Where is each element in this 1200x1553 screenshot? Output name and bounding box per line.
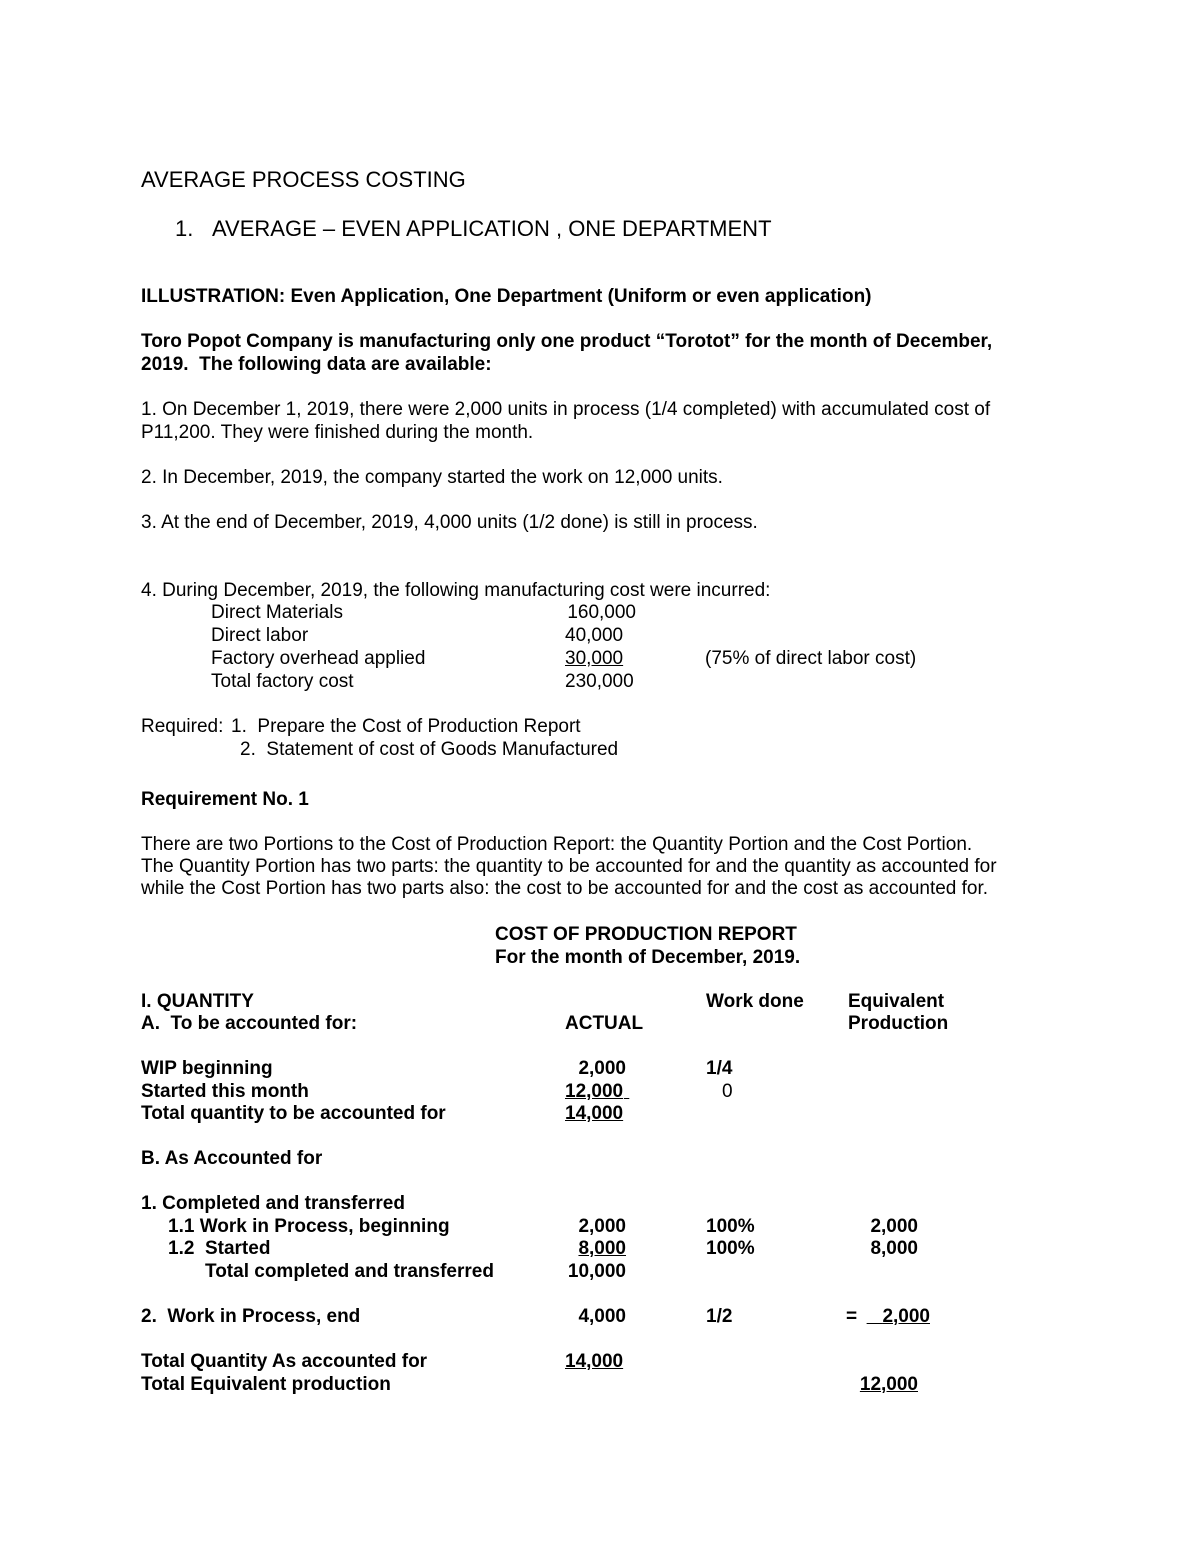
row-actual: 8,000 (578, 1238, 626, 1259)
subsection-to-be-accounted: A. To be accounted for: (141, 1013, 358, 1034)
cost-value: 40,000 (565, 625, 624, 646)
col-production: Production (848, 1013, 949, 1034)
row-equivalent (866, 1306, 930, 1328)
col-actual: ACTUAL (565, 1013, 644, 1034)
report-title: COST OF PRODUCTION REPORT (495, 924, 797, 945)
section-quantity: I. QUANTITY (141, 991, 254, 1012)
row-equivalent-value: 2,000 (882, 1306, 930, 1327)
row-actual: 2,000 (578, 1058, 626, 1079)
cost-label: Total factory cost (211, 671, 354, 692)
row-actual: 14,000 (565, 1351, 624, 1372)
row-label: 1.2 Started (168, 1238, 271, 1259)
cost-value: 160,000 (567, 602, 636, 623)
cost-label: Direct labor (211, 625, 309, 646)
row-work-done: 100% (706, 1216, 755, 1237)
row-label: Total quantity to be accounted for (141, 1103, 446, 1124)
row-label: Total completed and transferred (205, 1261, 494, 1282)
page-heading: AVERAGE PROCESS COSTING (141, 167, 466, 192)
paragraph-line-1: There are two Portions to the Cost of Production Report: the Quantity Portion and the Cost Portion. (141, 834, 973, 855)
paragraph-line-3: while the Cost Portion has two parts also: the cost to be accounted for and the cost as accounted for. (141, 878, 989, 899)
row-label: Total Equivalent production (141, 1374, 391, 1395)
required-item-2: 2. Statement of cost of Goods Manufactured (240, 739, 619, 760)
paragraph-line-2: The Quantity Portion has two parts: the quantity to be accounted for and the quantity as accounted for (141, 856, 997, 877)
row-label: Started this month (141, 1081, 309, 1102)
row-equivalent: 12,000 (859, 1374, 918, 1395)
cost-value: 30,000 (565, 648, 624, 669)
report-period: For the month of December, 2019. (495, 947, 801, 968)
item-1-line-1: 1. On December 1, 2019, there were 2,000 units in process (1/4 completed) with accumulated cost of (141, 399, 991, 420)
row-actual: 10,000 (567, 1261, 626, 1282)
row-actual: 14,000 (565, 1103, 624, 1124)
requirement-heading: Requirement No. 1 (141, 789, 309, 810)
row-work-done: 1/2 (706, 1306, 733, 1327)
item-1-line-2: P11,200. They were finished during the month. (141, 422, 534, 443)
intro-line-1: Toro Popot Company is manufacturing only one product “Torotot” for the month of December, (141, 331, 993, 352)
row-work-done: 100% (706, 1238, 755, 1259)
required-item-1: 1. Prepare the Cost of Production Report (231, 716, 581, 737)
row-actual: 4,000 (578, 1306, 626, 1327)
cost-value: 230,000 (565, 671, 634, 692)
row-label: WIP beginning (141, 1058, 273, 1079)
cost-label: Direct Materials (211, 602, 343, 623)
row-label: 1.1 Work in Process, beginning (168, 1216, 450, 1237)
row-equivalent: 8,000 (870, 1238, 918, 1259)
required-label: Required: (141, 716, 224, 737)
item-2: 2. In December, 2019, the company started the work on 12,000 units. (141, 467, 723, 488)
row-work-done: 0 (722, 1081, 733, 1102)
row-label: Total Quantity As accounted for (141, 1351, 428, 1372)
illustration-line: ILLUSTRATION: Even Application, One Department (Uniform or even application) (141, 286, 872, 307)
subheading: AVERAGE – EVEN APPLICATION , ONE DEPARTMENT (212, 216, 772, 241)
underline-spacer (867, 1306, 883, 1327)
row-actual: 12,000 (565, 1081, 624, 1102)
item-3: 3. At the end of December, 2019, 4,000 units (1/2 done) is still in process. (141, 512, 758, 533)
col-work-done: Work done (706, 991, 804, 1012)
equals-sign: = (846, 1306, 858, 1327)
underline-spacer (624, 1081, 629, 1103)
row-actual: 2,000 (578, 1216, 626, 1237)
row-label: 2. Work in Process, end (141, 1306, 361, 1327)
item-4: 4. During December, 2019, the following manufacturing cost were incurred: (141, 580, 771, 601)
cost-label: Factory overhead applied (211, 648, 426, 669)
subheading-number: 1. (175, 216, 194, 241)
row-equivalent: 2,000 (870, 1216, 918, 1237)
completed-heading: 1. Completed and transferred (141, 1193, 405, 1214)
col-equivalent: Equivalent (848, 991, 945, 1012)
row-work-done: 1/4 (706, 1058, 733, 1079)
intro-line-2: 2019. The following data are available: (141, 354, 492, 375)
cost-note: (75% of direct labor cost) (705, 648, 917, 669)
subsection-as-accounted: B. As Accounted for (141, 1148, 323, 1169)
